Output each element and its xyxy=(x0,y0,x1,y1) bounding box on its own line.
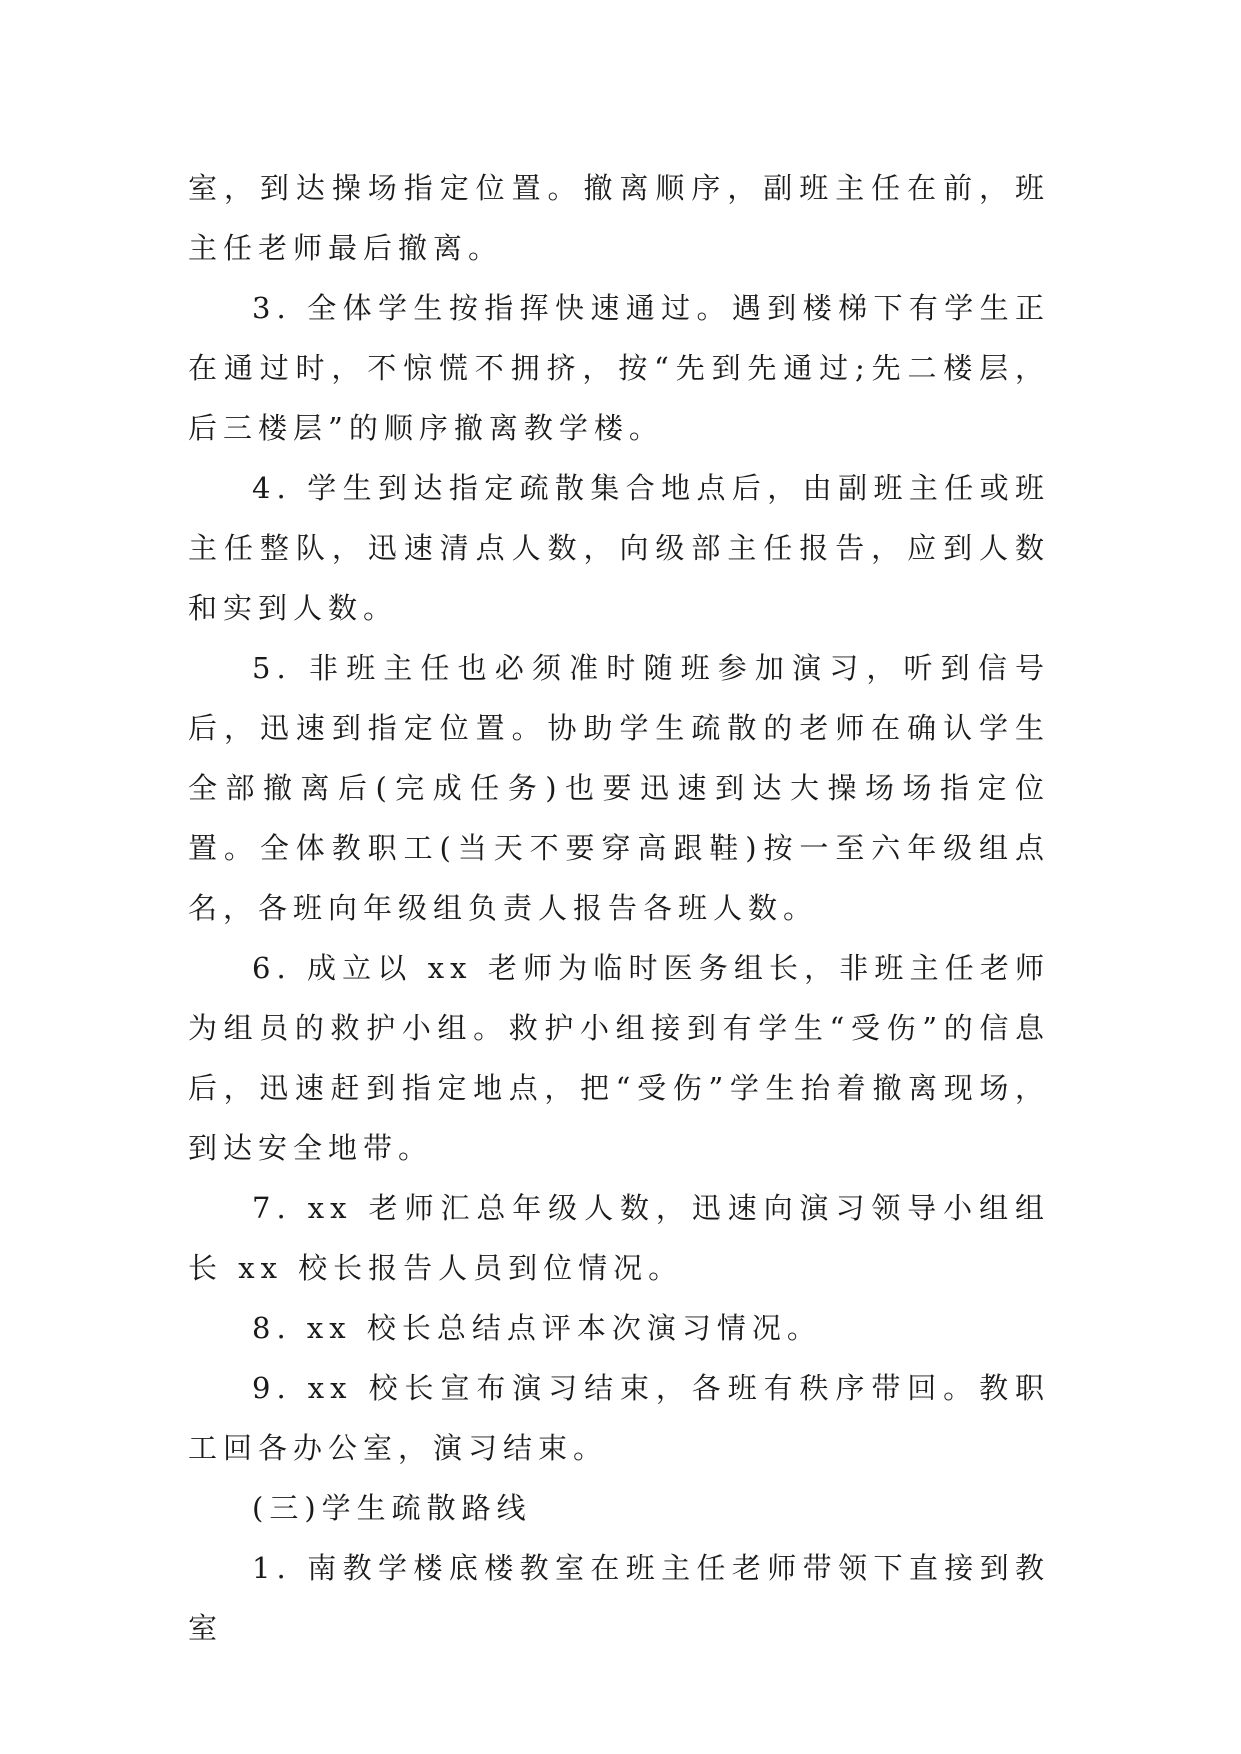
paragraph-item-7: 7. xx 老师汇总年级人数，迅速向演习领导小组组长 xx 校长报告人员到位情况。 xyxy=(188,1191,1050,1285)
paragraph-item-6: 6. 成立以 xx 老师为临时医务组长，非班主任老师为组员的救护小组。救护小组接到有学生“受伤”的信息后，迅速赶到指定地点，把“受伤”学生抬着撤离现场，到达安全地带。 xyxy=(188,951,1050,1165)
section-heading-evacuation-routes: (三)学生疏散路线 xyxy=(252,1491,532,1525)
paragraph-item-8: 8. xx 校长总结点评本次演习情况。 xyxy=(252,1311,822,1345)
paragraph-item-3: 3. 全体学生按指挥快速通过。遇到楼梯下有学生正在通过时，不惊慌不拥挤，按“先到先通过;先二楼层，后三楼层”的顺序撤离教学楼。 xyxy=(188,291,1050,445)
paragraph-evacuation-order: 室，到达操场指定位置。撤离顺序，副班主任在前，班主任老师最后撤离。 xyxy=(188,171,1050,265)
paragraph-item-9: 9. xx 校长宣布演习结束，各班有秩序带回。教职工回各办公室，演习结束。 xyxy=(188,1371,1050,1465)
paragraph-item-5: 5. 非班主任也必须准时随班参加演习，听到信号后，迅速到指定位置。协助学生疏散的老师在确认学生全部撤离后(完成任务)也要迅速到达大操场场指定位置。全体教职工(当天不要穿高跟鞋)按一至六年级组点名，各班向年级组负责人报告各班人数。 xyxy=(188,651,1050,925)
paragraph-item-4: 4. 学生到达指定疏散集合地点后，由副班主任或班主任整队，迅速清点人数，向级部主任报告，应到人数和实到人数。 xyxy=(188,471,1050,625)
document-body xyxy=(188,158,1050,1658)
paragraph-route-1: 1. 南教学楼底楼教室在班主任老师带领下直接到教室 xyxy=(188,1551,1050,1645)
